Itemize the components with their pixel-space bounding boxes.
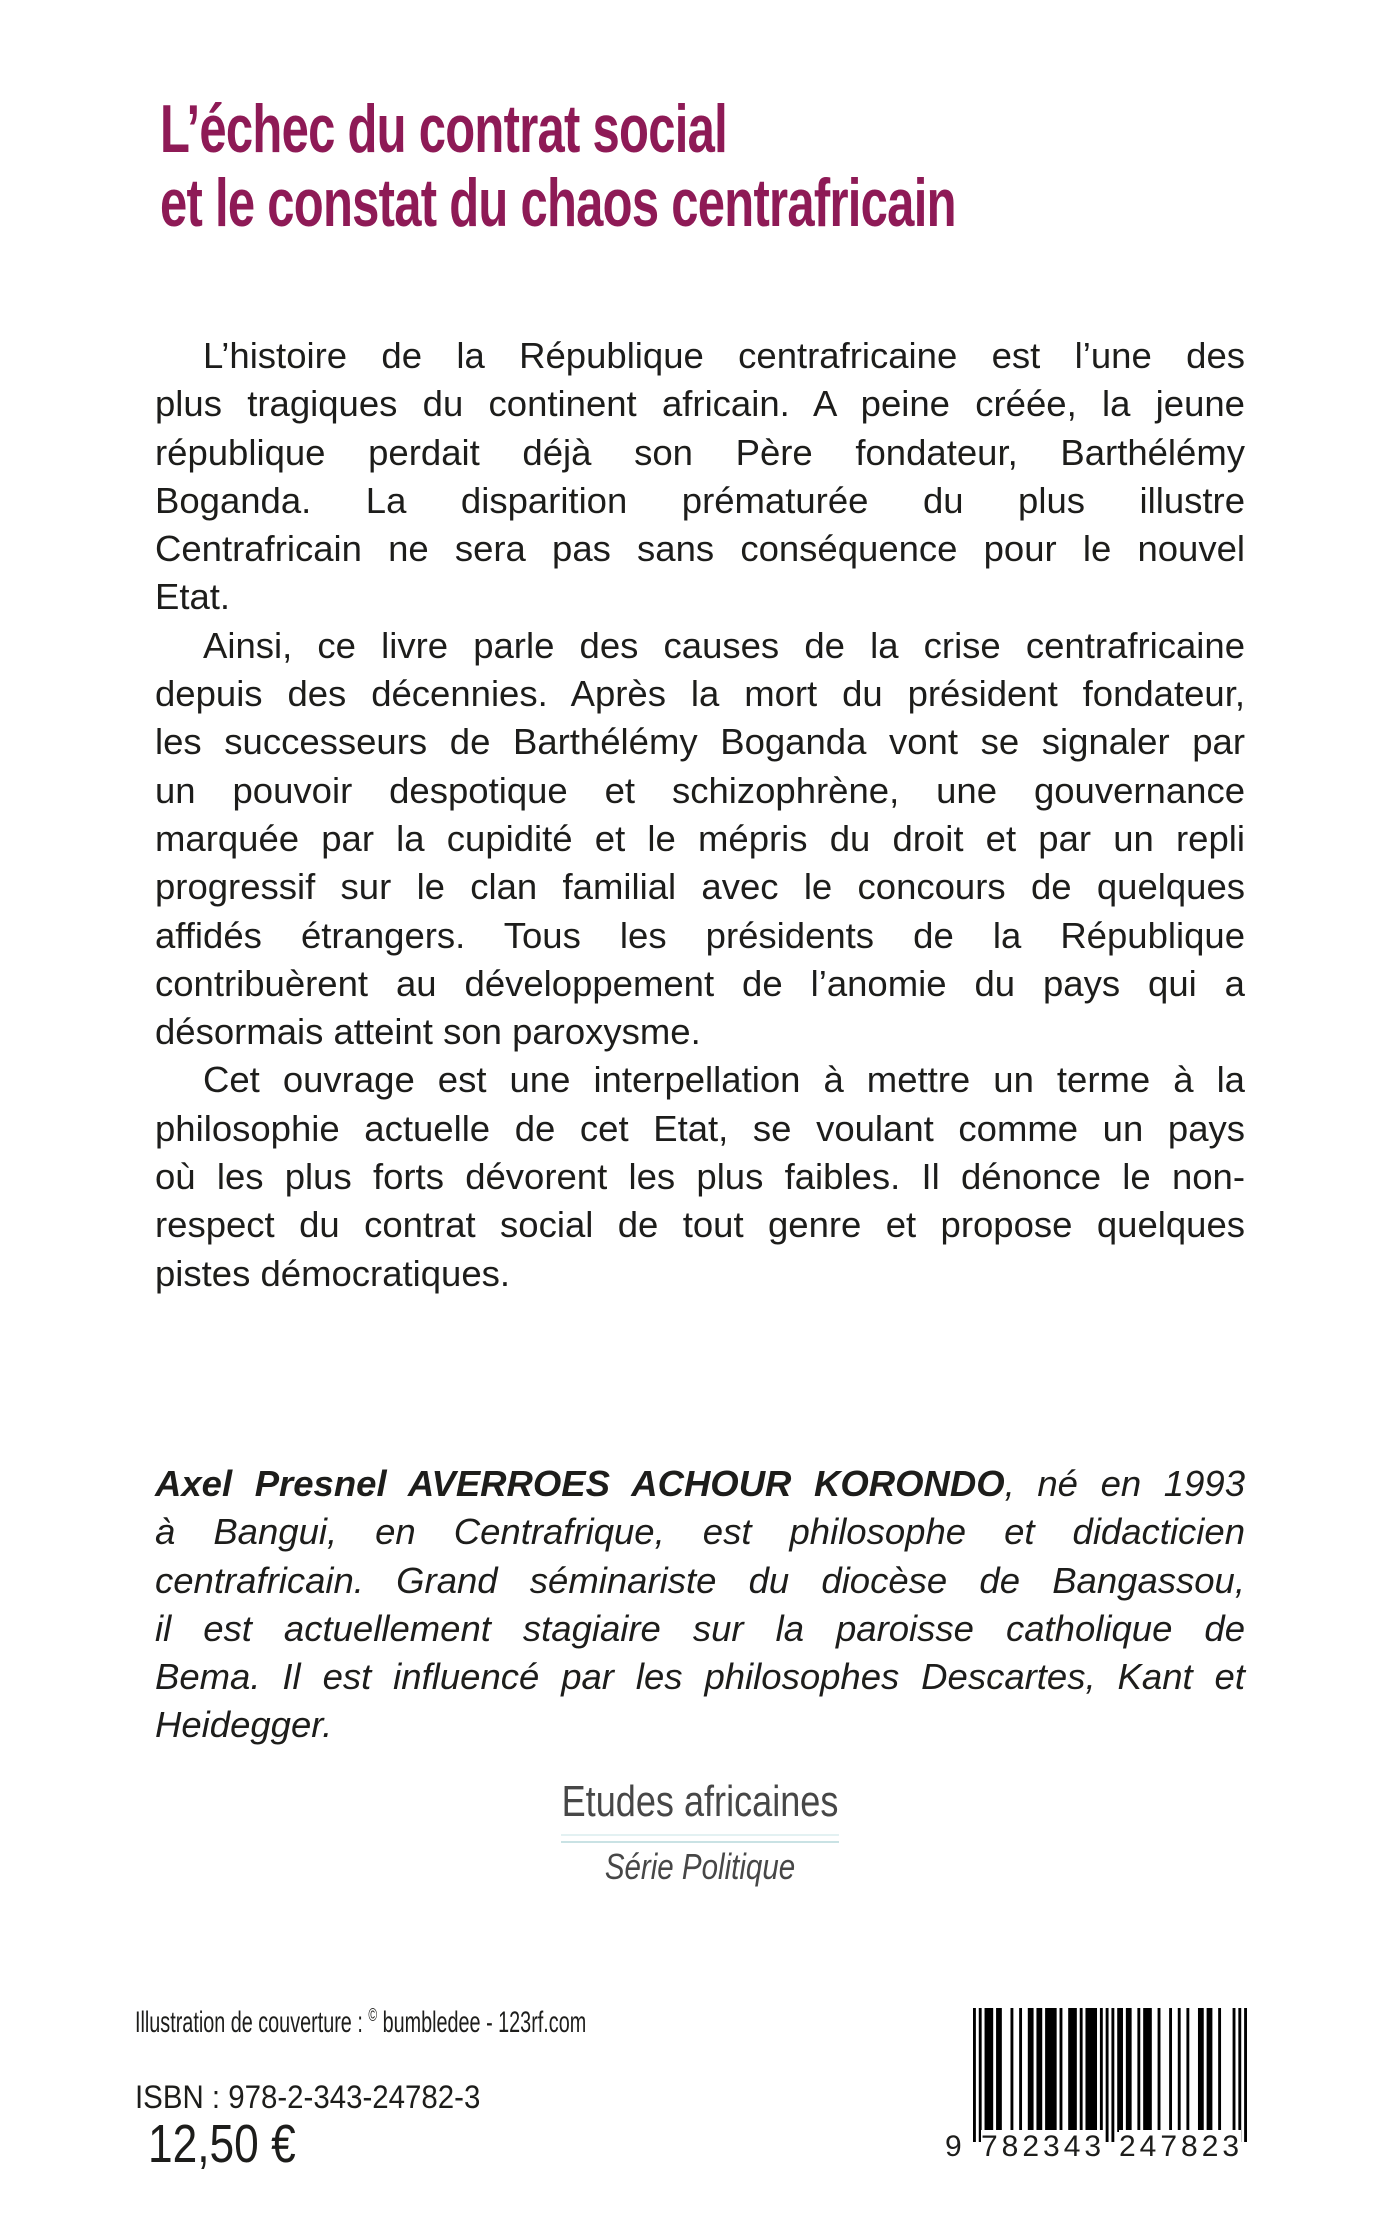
barcode-digits-right: 247823: [1119, 2130, 1244, 2163]
synopsis-line: Centrafricain ne sera pas sans conséquence pour le nouvel: [155, 528, 1245, 570]
synopsis-line: marquée par la cupidité et le mépris du droit et par un repli: [155, 817, 1245, 859]
synopsis-line: contribuèrent au développement de l’anomie du pays qui a: [155, 962, 1245, 1004]
isbn-value: ISBN : 978-2-343-24782-3: [135, 2079, 481, 2115]
synopsis-line: affidés étrangers. Tous les présidents de la République: [155, 914, 1245, 956]
barcode-digits-left: 782343: [981, 2130, 1106, 2163]
bio-line: il est actuellement stagiaire sur la paroisse catholique de: [155, 1607, 1245, 1649]
series-block: [0, 1778, 1400, 1887]
collection-name: Etudes africaines: [561, 1777, 839, 1826]
book-title-line-1: L’échec du contrat social: [160, 91, 727, 167]
synopsis-line: où les plus forts dévorent les plus faibles. Il dénonce le non-: [155, 1156, 1245, 1198]
author-name-suffix: , né en 1993: [1004, 1463, 1245, 1504]
ean13-barcode: [945, 2008, 1247, 2173]
bio-line: Heidegger.: [155, 1704, 333, 1746]
synopsis-line: Etat.: [155, 576, 231, 618]
barcode-bars: [973, 2008, 1247, 2144]
synopsis-line: Boganda. La disparition prématurée du plus illustre: [155, 479, 1245, 521]
book-title: [160, 92, 1265, 240]
price: [148, 2114, 328, 2174]
author-name: Axel Presnel AVERROES ACHOUR KORONDO: [155, 1463, 1005, 1504]
author-bio: [155, 1459, 1245, 1749]
synopsis-line: L’histoire de la République centrafricaine est l’une des: [203, 335, 1245, 376]
series-name: Série Politique: [604, 1846, 796, 1887]
bio-line: centrafricain. Grand séminariste du diocèse de Bangassou,: [155, 1559, 1245, 1601]
synopsis-line: république perdait déjà son Père fondateur, Barthélémy: [155, 431, 1245, 473]
price-value: 12,50 €: [148, 2114, 296, 2174]
bio-line: à Bangui, en Centrafrique, est philosophe et didacticien: [155, 1511, 1245, 1553]
synopsis-line: plus tragiques du continent africain. A peine créée, la jeune: [155, 383, 1245, 425]
copyright-symbol: ©: [368, 2005, 378, 2025]
series-rule: [561, 1834, 839, 1843]
cover-illustration-credit: [135, 1997, 819, 2041]
synopsis-line: depuis des décennies. Après la mort du président fondateur,: [155, 673, 1245, 715]
synopsis-line: désormais atteint son paroxysme.: [155, 1011, 701, 1053]
synopsis-line: philosophie actuelle de cet Etat, se voulant comme un pays: [155, 1107, 1245, 1149]
bio-line: Bema. Il est influencé par les philosophes Descartes, Kant et: [155, 1656, 1245, 1698]
synopsis: [155, 332, 1245, 1298]
synopsis-line: respect du contrat social de tout genre et propose quelques: [155, 1204, 1245, 1246]
synopsis-line: Cet ouvrage est une interpellation à mettre un terme à la: [203, 1059, 1245, 1101]
synopsis-line: un pouvoir despotique et schizophrène, une gouvernance: [155, 769, 1245, 811]
synopsis-line: progressif sur le clan familial avec le concours de quelques: [155, 866, 1245, 908]
book-title-line-2: et le constat du chaos centrafricain: [160, 165, 956, 241]
isbn: [135, 2078, 510, 2116]
illustration-credit-value: bumbledee - 123rf.com: [382, 2006, 587, 2039]
barcode-digit-first: 9: [945, 2130, 962, 2163]
bio-line: [155, 1459, 1245, 1507]
synopsis-line: les successeurs de Barthélémy Boganda vont se signaler par: [155, 721, 1245, 763]
synopsis-line: pistes démocratiques.: [155, 1252, 511, 1294]
synopsis-line: Ainsi, ce livre parle des causes de la crise centrafricaine: [203, 624, 1245, 666]
illustration-credit-label: Illustration de couverture :: [135, 2006, 363, 2039]
